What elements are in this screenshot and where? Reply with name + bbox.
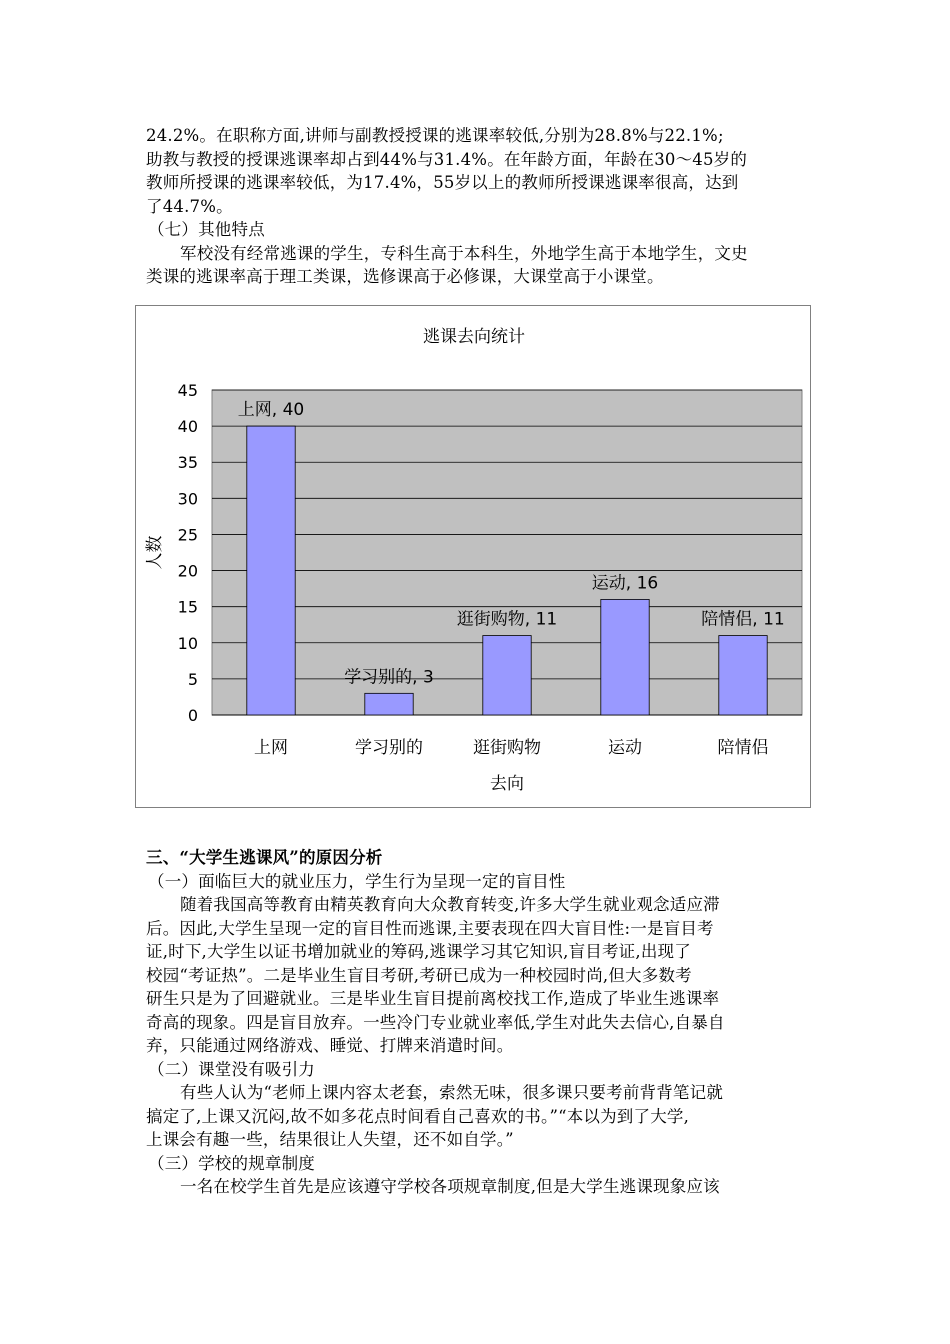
y-tick-label: 0	[187, 706, 198, 725]
section-title: 三、“大学生逃课风”的原因分析	[146, 848, 383, 867]
y-tick-label: 30	[177, 489, 198, 509]
data-label: 上网, 40	[237, 400, 305, 421]
text-line: 教师所授课的逃课率较低，为17.4%，55岁以上的教师所授课逃课率很高，达到	[146, 173, 739, 192]
subsection-heading: （三）学校的规章制度	[148, 1153, 315, 1173]
text-line: 后。因此,大学生呈现一定的盲目性而逃课,主要表现在四大盲目性:一是盲目考	[146, 918, 714, 938]
bar	[365, 693, 413, 715]
data-label: 学习别的, 3	[344, 667, 434, 688]
y-tick-labels	[178, 381, 198, 725]
text-line: 上课会有趣一些，结果很让人失望，还不如自学。”	[146, 1130, 514, 1149]
text-line: 军校没有经常逃课的学生，专科生高于本科生，外地学生高于本地学生，文史	[180, 243, 748, 263]
data-label: 陪情侣, 11	[701, 609, 785, 630]
y-tick-label: 45	[177, 381, 198, 400]
y-tick-label: 25	[177, 525, 198, 545]
x-tick-label: 运动	[608, 738, 642, 758]
text-line: 搞定了,上课又沉闷,故不如多花点时间看自己喜欢的书。”“本以为到了大学,	[146, 1106, 690, 1126]
x-tick-labels	[254, 738, 769, 758]
bar	[601, 599, 649, 715]
text-line: 校园“考证热”。二是毕业生盲目考研,考研已成为一种校园时尚,但大多数考	[146, 965, 692, 985]
x-tick-label: 上网	[254, 738, 288, 758]
subsection-heading: （二）课堂没有吸引力	[148, 1059, 315, 1079]
x-tick-label: 逛街购物	[473, 738, 541, 758]
y-tick-label: 10	[177, 633, 198, 653]
text-line: 了44.7%。	[146, 196, 233, 216]
text-line: 随着我国高等教育由精英教育向大众教育转变,许多大学生就业观念适应滞	[180, 895, 720, 914]
chart-title: 逃课去向统计	[423, 327, 525, 347]
data-label: 运动, 16	[591, 573, 659, 594]
text-line: 助教与教授的授课逃课率却占到44%与31.4%。在年龄方面，年龄在30～45岁的	[146, 149, 748, 169]
x-tick-label: 陪情侣	[717, 738, 769, 758]
subsection-heading: （七）其他特点	[148, 220, 265, 239]
section-3-block	[146, 846, 810, 1199]
y-tick-label: 5	[187, 669, 198, 689]
text-line: 研生只是为了回避就业。三是毕业生盲目提前离校找工作,造成了毕业生逃课率	[146, 989, 720, 1008]
text-line: 有些人认为“老师上课内容太老套，索然无味，很多课只要考前背背笔记就	[180, 1083, 724, 1102]
x-tick-label: 学习别的	[355, 738, 423, 758]
x-axis-label: 去向	[490, 774, 524, 794]
subsection-heading: （一）面临巨大的就业压力，学生行为呈现一定的盲目性	[148, 871, 566, 891]
text-line: 奇高的现象。四是盲目放弃。一些冷门专业就业率低,学生对此失去信心,自暴自	[146, 1012, 725, 1032]
text-line: 一名在校学生首先是应该遵守学校各项规章制度,但是大学生逃课现象应该	[180, 1177, 720, 1196]
y-tick-label: 40	[177, 417, 198, 437]
text-line: 24.2%。在职称方面,讲师与副教授授课的逃课率较低,分别为28.8%与22.1%;	[146, 126, 724, 145]
bar	[247, 426, 295, 715]
y-tick-label: 20	[177, 561, 198, 581]
y-tick-label: 15	[177, 597, 198, 617]
text-line: 证,时下,大学生以证书增加就业的筹码,逃课学习其它知识,盲目考证,出现了	[146, 942, 691, 961]
data-label: 逛街购物, 11	[456, 609, 558, 630]
y-axis-label: 人数	[145, 535, 165, 570]
top-text-block	[146, 124, 810, 289]
bar	[483, 636, 531, 715]
chart-svg	[136, 306, 810, 807]
text-line: 弃，只能通过网络游戏、睡觉、打牌来消遣时间。	[146, 1036, 514, 1055]
text-line: 类课的逃课率高于理工类课，选修课高于必修课，大课堂高于小课堂。	[146, 267, 664, 286]
bar-chart	[135, 305, 811, 808]
bar	[719, 636, 767, 715]
y-tick-label: 35	[177, 453, 198, 473]
